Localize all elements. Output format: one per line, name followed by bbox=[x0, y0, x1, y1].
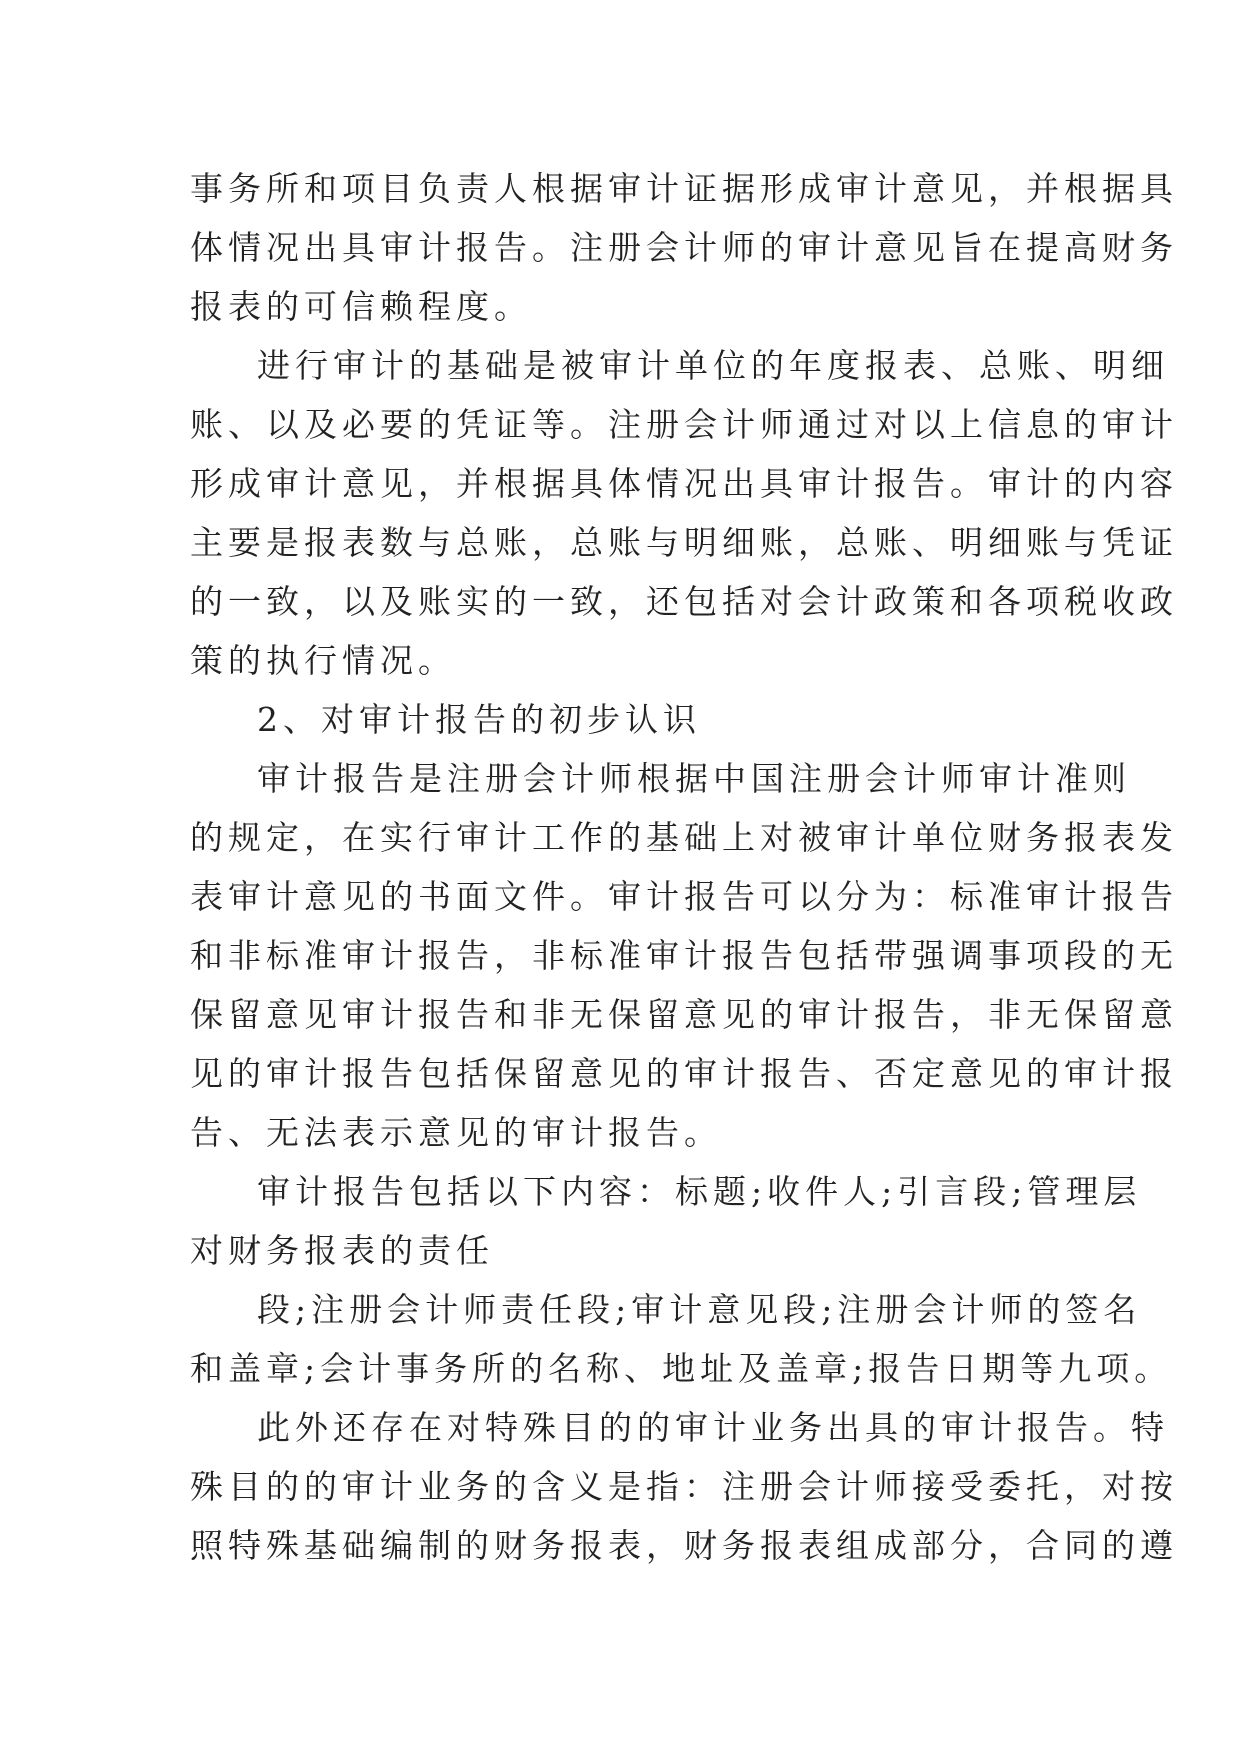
text-line: 照特殊基础编制的财务报表，财务报表组成部分，合同的遵 bbox=[190, 1526, 1178, 1565]
text-line: 报表的可信赖程度。 bbox=[190, 287, 532, 326]
text-line: 殊目的的审计业务的含义是指：注册会计师接受委托，对按 bbox=[190, 1467, 1178, 1506]
section-heading: 2、对审计报告的初步认识 bbox=[257, 700, 701, 739]
text-line: 告、无法表示意见的审计报告。 bbox=[190, 1113, 722, 1152]
text-line: 进行审计的基础是被审计单位的年度报表、总账、明细 bbox=[257, 346, 1169, 385]
text-line: 主要是报表数与总账，总账与明细账，总账、明细账与凭证 bbox=[190, 523, 1178, 562]
text-line: 表审计意见的书面文件。审计报告可以分为：标准审计报告 bbox=[190, 877, 1178, 916]
text-line: 体情况出具审计报告。注册会计师的审计意见旨在提高财务 bbox=[190, 228, 1178, 267]
text-line: 对财务报表的责任 bbox=[190, 1231, 494, 1270]
text-line: 审计报告包括以下内容：标题;收件人;引言段;管理层 bbox=[257, 1172, 1142, 1211]
text-line: 保留意见审计报告和非无保留意见的审计报告，非无保留意 bbox=[190, 995, 1178, 1034]
text-line: 的一致，以及账实的一致，还包括对会计政策和各项税收政 bbox=[190, 582, 1178, 621]
text-line: 策的执行情况。 bbox=[190, 641, 456, 680]
text-line: 段;注册会计师责任段;审计意见段;注册会计师的签名 bbox=[257, 1290, 1142, 1329]
text-line: 的规定，在实行审计工作的基础上对被审计单位财务报表发 bbox=[190, 818, 1178, 857]
text-line: 此外还存在对特殊目的的审计业务出具的审计报告。特 bbox=[257, 1408, 1169, 1447]
text-line: 账、以及必要的凭证等。注册会计师通过对以上信息的审计 bbox=[190, 405, 1178, 444]
text-line: 形成审计意见，并根据具体情况出具审计报告。审计的内容 bbox=[190, 464, 1178, 503]
text-line: 和非标准审计报告，非标准审计报告包括带强调事项段的无 bbox=[190, 936, 1178, 975]
text-line: 见的审计报告包括保留意见的审计报告、否定意见的审计报 bbox=[190, 1054, 1178, 1093]
text-line: 事务所和项目负责人根据审计证据形成审计意见，并根据具 bbox=[190, 169, 1178, 208]
text-line: 和盖章;会计事务所的名称、地址及盖章;报告日期等九项。 bbox=[190, 1349, 1173, 1388]
text-line: 审计报告是注册会计师根据中国注册会计师审计准则 bbox=[257, 759, 1131, 798]
